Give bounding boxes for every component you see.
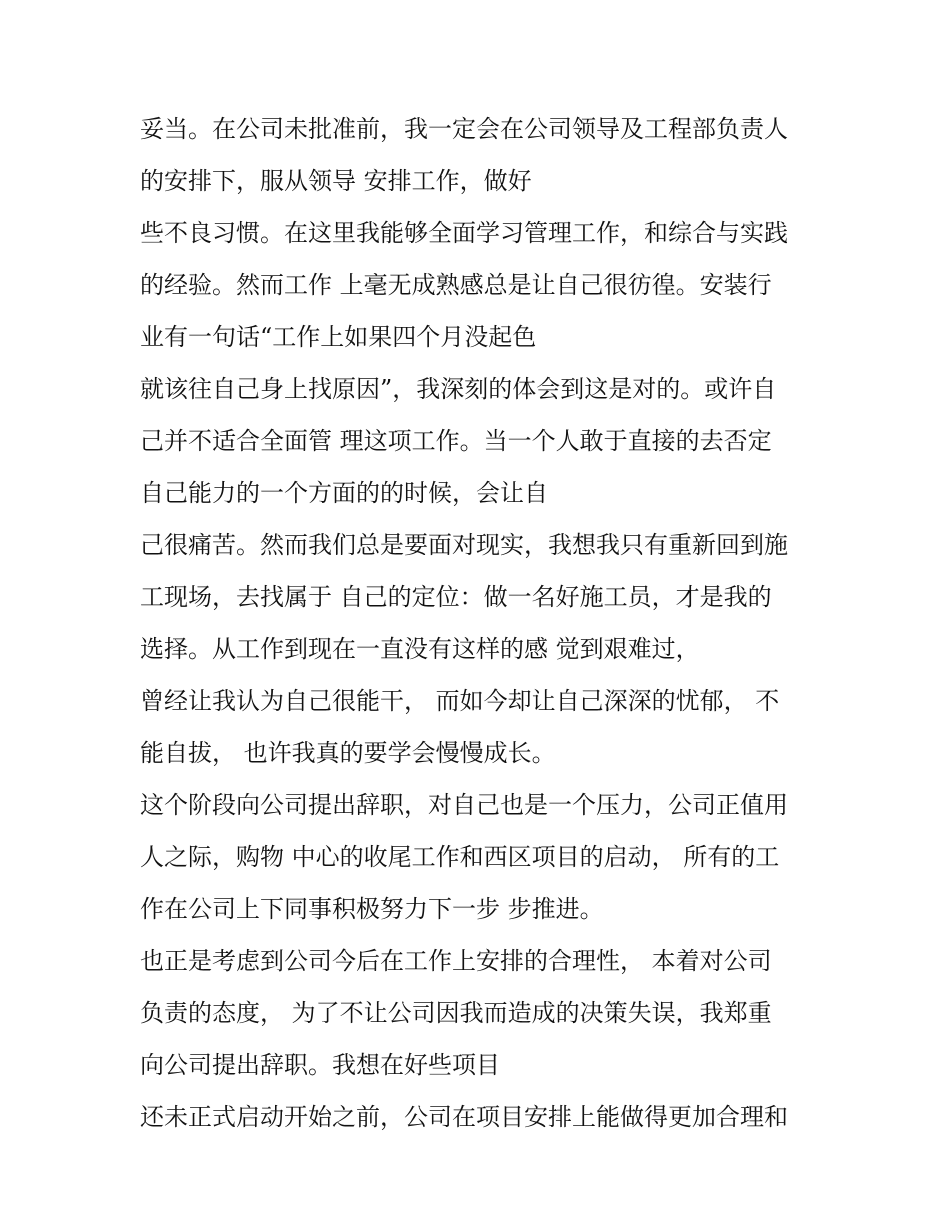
document-body xyxy=(140,103,820,1143)
text-line: 就该往自己身上找原因”，我深刻的体会到这是对的。或许自 xyxy=(140,375,777,403)
text-line: 负责的态度， 为了不让公司因我而造成的决策失误，我郑重 xyxy=(140,999,772,1027)
text-line: 作在公司上下同事积极努力下一步 步推进。 xyxy=(140,895,604,923)
text-line: 业有一句话“工作上如果四个月没起色 xyxy=(140,323,537,351)
text-line: 的经验。然而工作 上毫无成熟感总是让自己很彷徨。安装行 xyxy=(140,271,772,299)
text-line: 己并不适合全面管 理这项工作。当一个人敢于直接的去否定 xyxy=(140,427,772,455)
text-line: 也正是考虑到公司今后在工作上安排的合理性， 本着对公司 xyxy=(140,947,772,975)
text-line: 人之际，购物 中心的收尾工作和西区项目的启动， 所有的工 xyxy=(140,843,780,871)
text-line: 妥当。在公司未批准前，我一定会在公司领导及工程部负责人 xyxy=(140,115,788,143)
text-line: 己很痛苦。然而我们总是要面对现实，我想我只有重新回到施 xyxy=(140,531,788,559)
text-line: 工现场，去找属于 自己的定位：做一名好施工员，才是我的 xyxy=(140,583,772,611)
text-line: 的安排下，服从领导 安排工作，做好 xyxy=(140,167,532,195)
text-line: 选择。从工作到现在一直没有这样的感 觉到艰难过， xyxy=(140,635,700,663)
text-line: 些不良习惯。在这里我能够全面学习管理工作，和综合与实践 xyxy=(140,219,788,247)
text-line: 这个阶段向公司提出辞职，对自己也是一个压力，公司正值用 xyxy=(140,791,788,819)
text-line: 还未正式启动开始之前，公司在项目安排上能做得更加合理和 xyxy=(140,1103,788,1131)
text-line: 向公司提出辞职。我想在好些项目 xyxy=(140,1051,500,1079)
text-line: 能自拔， 也许我真的要学会慢慢成长。 xyxy=(140,739,556,767)
text-line: 自己能力的一个方面的的时候，会让自 xyxy=(140,479,548,507)
text-line: 曾经让我认为自己很能干， 而如今却让自己深深的忧郁， 不 xyxy=(140,687,780,715)
